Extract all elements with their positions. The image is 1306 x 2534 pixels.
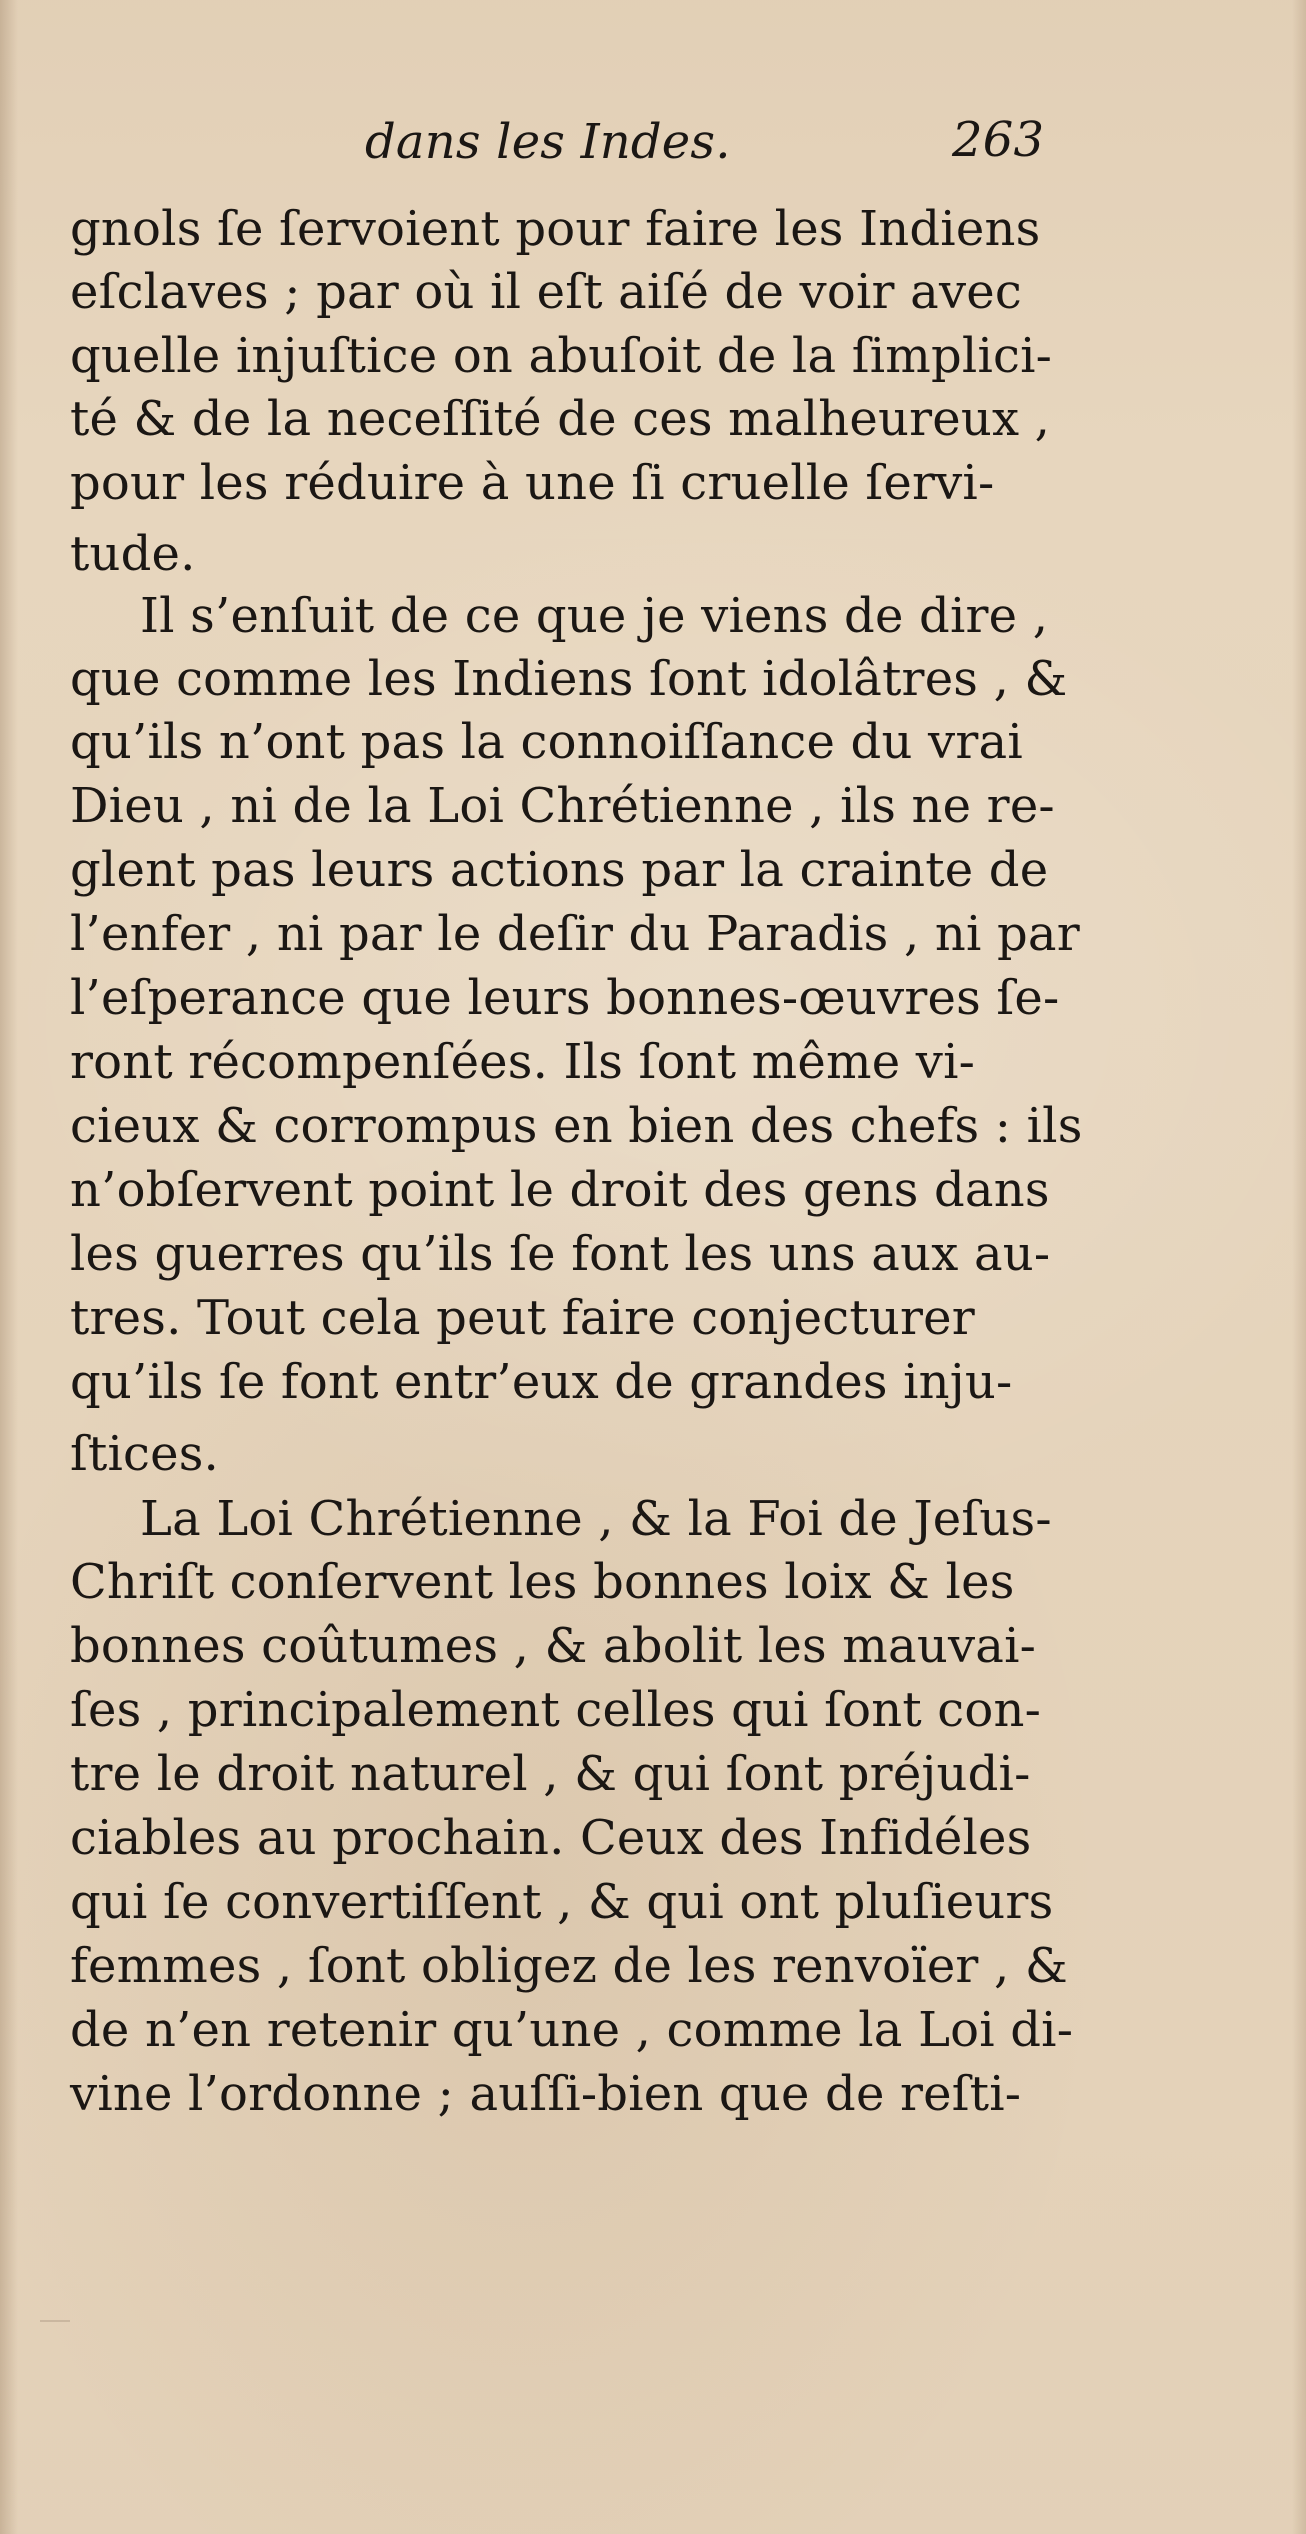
text-line-14: ront récompenſées. Ils ſont même vi-: [70, 1034, 976, 1090]
text-line-9: qu’ils n’ont pas la connoiſſance du vrai: [70, 714, 1023, 770]
text-line-23: bonnes coûtumes , & abolit les mauvai-: [70, 1618, 1037, 1674]
text-line-24: ſes , principalement celles qui ſont con-: [70, 1682, 1042, 1738]
text-line-3: quelle injuſtice on abuſoit de la ſimplici-: [70, 328, 1053, 384]
page-number: 263: [952, 112, 1045, 168]
text-line-1: gnols ſe ſervoient pour faire les Indiens: [70, 201, 1041, 257]
text-line-13: l’eſperance que leurs bonnes-œuvres ſe-: [70, 970, 1060, 1026]
text-line-4: té & de la neceſſité de ces malheureux ,: [70, 391, 1051, 447]
text-line-29: de n’en retenir qu’une , comme la Loi di-: [70, 2002, 1074, 2058]
text-line-10: Dieu , ni de la Loi Chrétienne , ils ne re-: [70, 778, 1055, 834]
text-line-2: eſclaves ; par où il eſt aiſé de voir avec: [70, 264, 1022, 320]
text-line-11: glent pas leurs actions par la crainte de: [70, 842, 1049, 898]
text-line-15: cieux & corrompus en bien des chefs : ils: [70, 1098, 1083, 1154]
text-line-19: qu’ils ſe font entr’eux de grandes inju-: [70, 1354, 1013, 1410]
text-line-7: Il s’enſuit de ce que je viens de dire ,: [140, 588, 1049, 644]
text-line-30: vine l’ordonne ; auſſi-bien que de reſti-: [70, 2066, 1022, 2122]
text-line-17: les guerres qu’ils ſe font les uns aux au-: [70, 1226, 1051, 1282]
text-line-20: ſtices.: [70, 1426, 219, 1482]
text-line-16: n’obſervent point le droit des gens dans: [70, 1162, 1050, 1218]
text-line-25: tre le droit naturel , & qui ſont préjudi-: [70, 1746, 1031, 1802]
text-line-28: femmes , ſont obligez de les renvoïer , &: [70, 1938, 1068, 1994]
text-line-18: tres. Tout cela peut faire conjecturer: [70, 1290, 975, 1346]
text-line-21: La Loi Chrétienne , & la Foi de Jeſus-: [140, 1491, 1052, 1547]
text-line-26: ciables au prochain. Ceux des Infidéles: [70, 1810, 1032, 1866]
text-line-27: qui ſe convertiſſent , & qui ont pluſieurs: [70, 1874, 1054, 1930]
text-line-8: que comme les Indiens ſont idolâtres , &: [70, 651, 1068, 707]
text-line-5: pour les réduire à une ſi cruelle ſervi-: [70, 455, 995, 511]
text-line-6: tude.: [70, 526, 196, 582]
page-mark: [40, 2320, 70, 2322]
text-line-22: Chriſt conſervent les bonnes loix & les: [70, 1554, 1015, 1610]
text-line-12: l’enfer , ni par le deſir du Paradis , ni par: [70, 906, 1080, 962]
running-title: dans les Indes.: [365, 114, 731, 170]
